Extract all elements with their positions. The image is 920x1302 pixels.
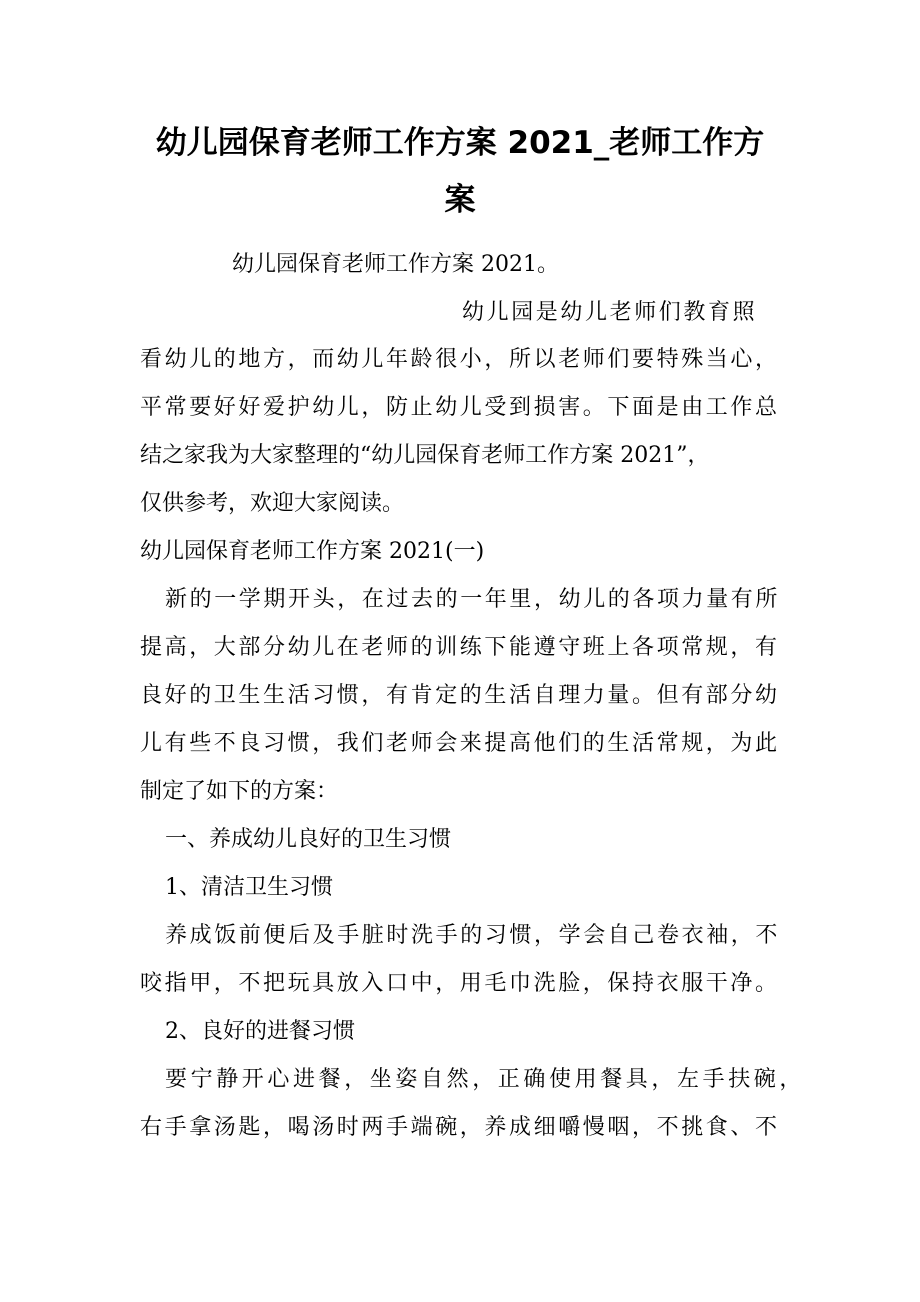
paragraph-line: 仅供参考，欢迎大家阅读。	[140, 491, 405, 516]
paragraph-line: 良好的卫生生活习惯，有肯定的生活自理力量。但有部分幼	[140, 683, 780, 708]
paragraph-line: 平常要好好爱护幼儿，防止幼儿受到损害。下面是由工作总	[140, 395, 780, 420]
intro-line: 幼儿园保育老师工作方案 2021。	[232, 252, 559, 277]
paragraph-line: 结之家我为大家整理的“幼儿园保育老师工作方案 2021”，	[140, 443, 710, 468]
paragraph-line: 幼儿园是幼儿老师们教育照	[462, 300, 758, 325]
item-heading: 2、良好的进餐习惯	[165, 1019, 355, 1044]
paragraph-line: 要宁静开心进餐，坐姿自然，正确使用餐具，左手扶碗，	[165, 1067, 806, 1092]
paragraph-line: 右手拿汤匙，喝汤时两手端碗，养成细嚼慢咽，不挑食、不	[140, 1115, 780, 1140]
subsection-heading: 一、养成幼儿良好的卫生习惯	[165, 827, 452, 852]
item-heading: 1、清洁卫生习惯	[165, 875, 333, 900]
paragraph-line: 制定了如下的方案：	[140, 779, 339, 804]
paragraph-line: 看幼儿的地方，而幼儿年龄很小，所以老师们要特殊当心，	[140, 347, 780, 372]
paragraph-line: 提高，大部分幼儿在老师的训练下能遵守班上各项常规，有	[140, 635, 780, 660]
paragraph-line: 新的一学期开头，在过去的一年里，幼儿的各项力量有所	[165, 587, 781, 612]
section-heading: 幼儿园保育老师工作方案 2021(一)	[140, 539, 485, 564]
paragraph-line: 咬指甲，不把玩具放入口中，用毛巾洗脸，保持衣服干净。	[140, 971, 780, 996]
paragraph-line: 养成饭前便后及手脏时洗手的习惯，学会自己卷衣袖，不	[165, 923, 781, 948]
document-title-line-2: 案	[444, 182, 476, 218]
paragraph-line: 儿有些不良习惯，我们老师会来提高他们的生活常规，为此	[140, 731, 780, 756]
document-title-line-1: 幼儿园保育老师工作方案 2021_老师工作方	[155, 125, 765, 161]
